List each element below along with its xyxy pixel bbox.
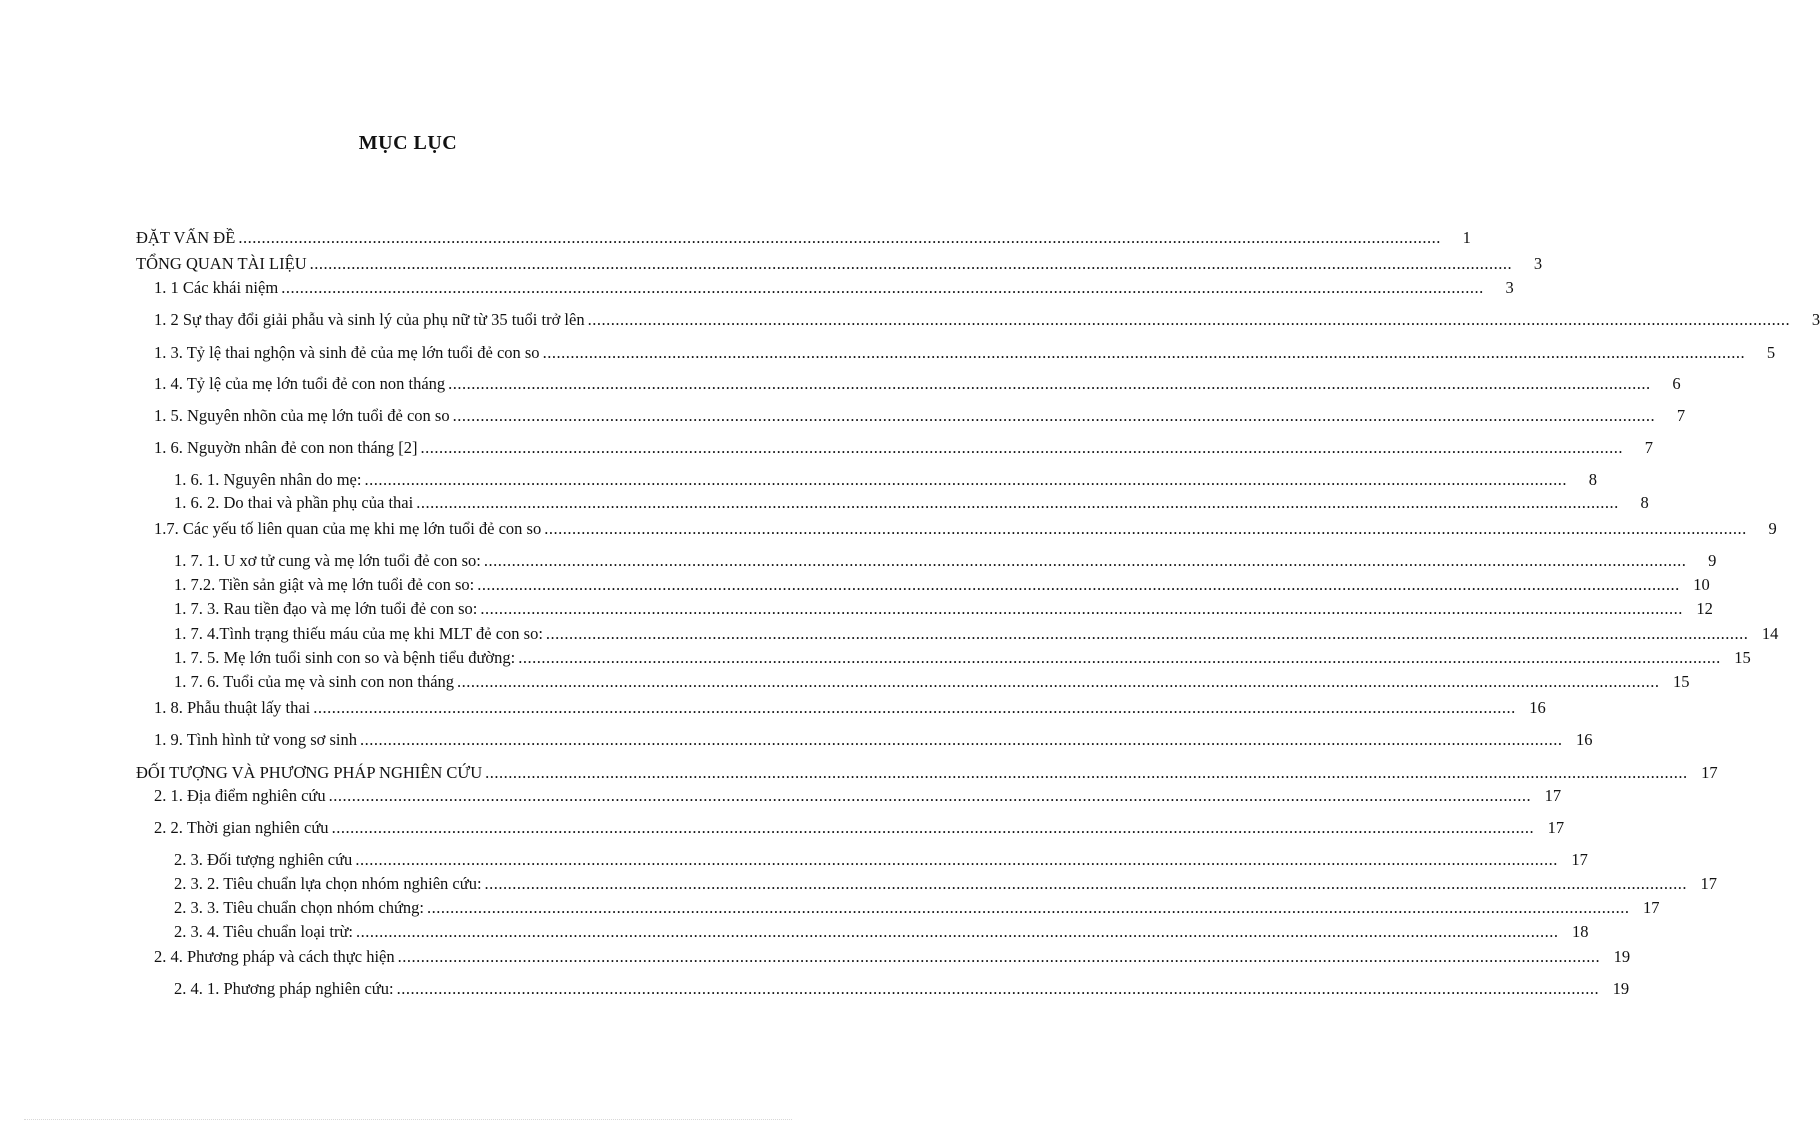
toc-leader-dots: .................................................................................................................................................................................................................................................................... xyxy=(396,979,1600,998)
toc-leader-dots: .................................................................................................................................................................................................................................................................... xyxy=(542,343,1746,362)
toc-entry-page-number: 18 xyxy=(1571,922,1589,941)
toc-entry-title: 1. 6. 1. Nguyên nhân do mẹ: xyxy=(174,470,362,489)
toc-leader-dots: .................................................................................................................................................................................................................................................................... xyxy=(364,470,1567,489)
toc-leader-dots: .................................................................................................................................................................................................................................................................... xyxy=(238,228,1441,247)
toc-leader-dots: .................................................................................................................................................................................................................................................................... xyxy=(331,818,1535,837)
toc-entry[interactable] xyxy=(174,647,1751,669)
toc-entry-page-number: 5 xyxy=(1766,343,1776,362)
toc-entry-page-number: 17 xyxy=(1700,874,1718,893)
toc-leader-dots: .................................................................................................................................................................................................................................................................... xyxy=(313,698,1516,717)
toc-entry-title: 2. 1. Địa điểm nghiên cứu xyxy=(154,786,326,805)
toc-entry-page-number: 19 xyxy=(1612,979,1630,998)
toc-leader-dots: .................................................................................................................................................................................................................................................................... xyxy=(328,786,1532,805)
toc-entry-page-number: 3 xyxy=(1533,254,1543,273)
toc-entry-title: 2. 4. Phương pháp và cách thực hiện xyxy=(154,947,395,966)
toc-entry[interactable] xyxy=(174,574,1710,596)
toc-entry-page-number: 14 xyxy=(1761,624,1779,643)
toc-entry[interactable] xyxy=(154,373,1681,395)
toc-entry-title: 2. 3. 2. Tiêu chuẩn lựa chọn nhóm nghiên cứu: xyxy=(174,874,482,893)
toc-leader-dots: .................................................................................................................................................................................................................................................................... xyxy=(477,575,1680,594)
toc-entry-page-number: 17 xyxy=(1643,898,1660,917)
toc-entry-title: 1. 7. 6. Tuổi của mẹ và sinh con non tháng xyxy=(174,672,455,691)
toc-entry-page-number: 8 xyxy=(1640,493,1649,512)
toc-entry-page-number: 7 xyxy=(1644,438,1654,457)
toc-entry[interactable] xyxy=(174,849,1588,871)
toc-entry-page-number: 6 xyxy=(1672,374,1681,393)
toc-entry-page-number: 3 xyxy=(1811,310,1820,329)
toc-entry[interactable] xyxy=(154,729,1593,751)
toc-entry-title: 1. 6. Nguyờn nhân đẻ con non tháng [2] xyxy=(154,438,418,457)
toc-entry[interactable] xyxy=(154,277,1514,299)
toc-entry-title: 1. 3. Tỷ lệ thai nghộn và sinh đẻ của mẹ lớn tuổi đẻ con so xyxy=(154,343,540,362)
toc-entry[interactable] xyxy=(174,598,1713,620)
toc-leader-dots: .................................................................................................................................................................................................................................................................... xyxy=(309,254,1513,273)
toc-entry[interactable] xyxy=(136,253,1543,275)
toc-leader-dots: .................................................................................................................................................................................................................................................................... xyxy=(544,519,1747,538)
toc-entry[interactable] xyxy=(174,492,1649,514)
toc-leader-dots: .................................................................................................................................................................................................................................................................... xyxy=(483,551,1687,570)
toc-entry-page-number: 12 xyxy=(1696,599,1713,618)
toc-entry-title: 1. 1 Các khái niệm xyxy=(154,278,279,297)
toc-entry[interactable] xyxy=(154,697,1546,719)
toc-entry[interactable] xyxy=(154,518,1777,540)
toc-leader-dots: .................................................................................................................................................................................................................................................................... xyxy=(485,763,1688,782)
toc-entry-title: 1. 7.2. Tiền sản giật và mẹ lớn tuổi đẻ con so: xyxy=(174,575,475,594)
toc-entry-title: 1. 9. Tình hình tử vong sơ sinh xyxy=(154,730,358,749)
toc-entry-title: 1. 5. Nguyên nhõn của mẹ lớn tuổi đẻ con so xyxy=(154,406,450,425)
toc-entry[interactable] xyxy=(154,437,1654,459)
toc-leader-dots: .................................................................................................................................................................................................................................................................... xyxy=(420,438,1624,457)
toc-entry-title: 1. 7. 4.Tình trạng thiếu máu của mẹ khi MLT đẻ con so: xyxy=(174,624,543,643)
toc-entry-page-number: 16 xyxy=(1576,730,1593,749)
toc-leader-dots: .................................................................................................................................................................................................................................................................... xyxy=(416,493,1619,512)
toc-entry-title: 1. 2 Sự thay đổi giải phẫu và sinh lý của phụ nữ từ 35 tuổi trở lên xyxy=(154,310,585,329)
toc-entry-page-number: 17 xyxy=(1571,850,1588,869)
toc-entry-page-number: 9 xyxy=(1768,519,1777,538)
toc-leader-dots: .................................................................................................................................................................................................................................................................... xyxy=(518,648,1721,667)
toc-entry[interactable] xyxy=(136,227,1471,249)
toc-entry-title: 1. 7. 5. Mẹ lớn tuổi sinh con so và bệnh tiểu đường: xyxy=(174,648,516,667)
toc-leader-dots: .................................................................................................................................................................................................................................................................... xyxy=(480,599,1683,618)
toc-entry-title: 1. 7. 1. U xơ tử cung và mẹ lớn tuổi đẻ con so: xyxy=(174,551,481,570)
toc-leader-dots: .................................................................................................................................................................................................................................................................... xyxy=(545,624,1749,643)
toc-entry-title: 1. 8. Phẫu thuật lấy thai xyxy=(154,698,311,717)
toc-entry[interactable] xyxy=(174,623,1779,645)
toc-entry-page-number: 9 xyxy=(1708,551,1717,570)
toc-leader-dots: .................................................................................................................................................................................................................................................................... xyxy=(281,278,1484,297)
toc-leader-dots: .................................................................................................................................................................................................................................................................... xyxy=(355,850,1558,869)
toc-entry[interactable] xyxy=(154,946,1631,968)
toc-leader-dots: .................................................................................................................................................................................................................................................................... xyxy=(427,898,1630,917)
toc-entry-title: 2. 3. 4. Tiêu chuẩn loại trừ: xyxy=(174,922,353,941)
toc-entry-title: 2. 2. Thời gian nghiên cứu xyxy=(154,818,329,837)
toc-leader-dots: .................................................................................................................................................................................................................................................................... xyxy=(448,374,1651,393)
toc-entry-title: TỔNG QUAN TÀI LIỆU xyxy=(136,254,307,273)
toc-entry-page-number: 10 xyxy=(1693,575,1710,594)
toc-entry[interactable] xyxy=(136,762,1718,784)
toc-entry-page-number: 3 xyxy=(1505,278,1514,297)
toc-entry[interactable] xyxy=(154,405,1686,427)
page-bottom-divider xyxy=(24,1119,792,1120)
toc-entry[interactable] xyxy=(174,550,1717,572)
toc-entry-page-number: 19 xyxy=(1613,947,1631,966)
toc-entry-page-number: 17 xyxy=(1544,786,1562,805)
toc-leader-dots: .................................................................................................................................................................................................................................................................... xyxy=(360,730,1563,749)
toc-entry[interactable] xyxy=(174,897,1660,919)
toc-entry-title: 1. 4. Tỷ lệ của mẹ lớn tuổi đẻ con non tháng xyxy=(154,374,446,393)
toc-entry-page-number: 1 xyxy=(1462,228,1471,247)
toc-entry[interactable] xyxy=(174,921,1589,943)
toc-entry-title: ĐẶT VẤN ĐỀ xyxy=(136,228,236,247)
toc-entry-page-number: 15 xyxy=(1734,648,1751,667)
toc-entry[interactable] xyxy=(174,978,1630,1000)
toc-leader-dots: .................................................................................................................................................................................................................................................................... xyxy=(484,874,1688,893)
toc-entry-page-number: 15 xyxy=(1673,672,1690,691)
toc-leader-dots: .................................................................................................................................................................................................................................................................... xyxy=(397,947,1601,966)
toc-entry-page-number: 17 xyxy=(1547,818,1565,837)
toc-leader-dots: .................................................................................................................................................................................................................................................................... xyxy=(587,310,1791,329)
toc-entry-title: 2. 3. Đối tượng nghiên cứu xyxy=(174,850,353,869)
toc-entry[interactable] xyxy=(174,469,1597,491)
toc-entry[interactable] xyxy=(174,671,1690,693)
toc-entry-page-number: 8 xyxy=(1588,470,1597,489)
toc-entry-title: ĐỐI TƯỢNG VÀ PHƯƠNG PHÁP NGHIÊN CỨU xyxy=(136,763,483,782)
toc-entry[interactable] xyxy=(154,342,1776,364)
toc-leader-dots: .................................................................................................................................................................................................................................................................... xyxy=(452,406,1656,425)
toc-entry-title: 2. 4. 1. Phương pháp nghiên cứu: xyxy=(174,979,394,998)
toc-entry-page-number: 17 xyxy=(1701,763,1718,782)
toc-entry-title: 1.7. Các yếu tố liên quan của mẹ khi mẹ lớn tuổi đẻ con so xyxy=(154,519,542,538)
toc-entry[interactable] xyxy=(174,873,1718,895)
toc-entry-page-number: 16 xyxy=(1529,698,1546,717)
toc-entry[interactable] xyxy=(154,785,1562,807)
toc-leader-dots: .................................................................................................................................................................................................................................................................... xyxy=(355,922,1559,941)
toc-entry-title: 1. 7. 3. Rau tiền đạo và mẹ lớn tuổi đẻ con so: xyxy=(174,599,478,618)
toc-entry[interactable] xyxy=(154,309,1820,331)
page-title: MỤC LỤC xyxy=(358,132,458,154)
toc-leader-dots: .................................................................................................................................................................................................................................................................... xyxy=(457,672,1660,691)
toc-entry-title: 2. 3. 3. Tiêu chuẩn chọn nhóm chứng: xyxy=(174,898,425,917)
toc-entry[interactable] xyxy=(154,817,1565,839)
toc-entry-title: 1. 6. 2. Do thai và phần phụ của thai xyxy=(174,493,414,512)
toc-entry-page-number: 7 xyxy=(1676,406,1686,425)
